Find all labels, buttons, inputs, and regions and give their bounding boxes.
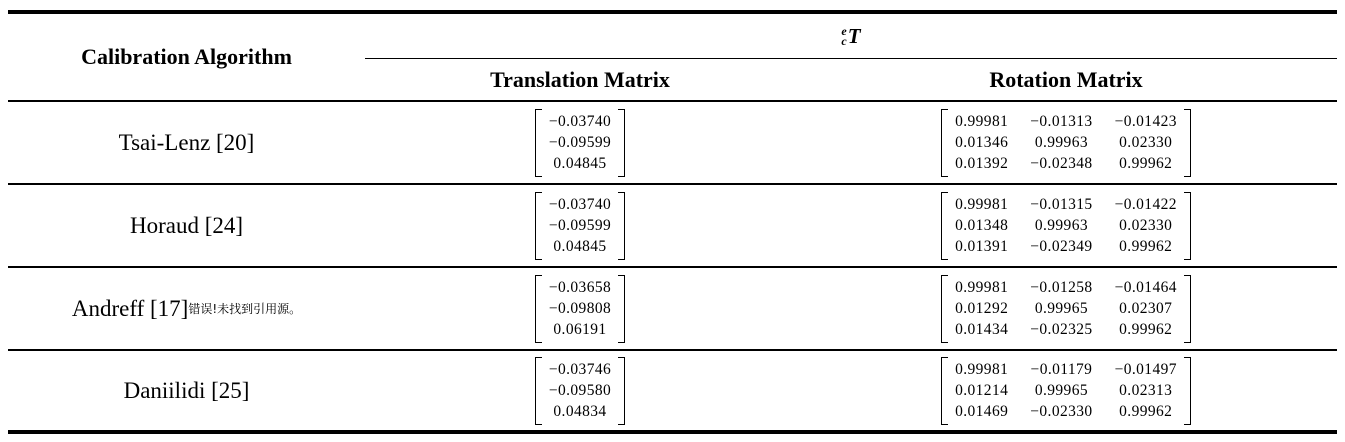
matrix-value: 0.99981 xyxy=(955,278,1009,296)
matrix-value: −0.03740 xyxy=(548,112,612,130)
right-bracket-icon xyxy=(1184,192,1191,260)
rotation-matrix xyxy=(941,192,1191,260)
translation-values xyxy=(542,109,618,177)
left-bracket-icon xyxy=(941,109,948,177)
rotation-values xyxy=(948,275,1184,343)
matrix-value: 0.99962 xyxy=(1119,402,1173,420)
translation-matrix xyxy=(535,109,625,177)
matrix-value: −0.02349 xyxy=(1030,237,1093,255)
left-bracket-icon xyxy=(535,192,542,260)
eT-subscript: c xyxy=(841,34,847,48)
matrix-value: −0.09580 xyxy=(548,381,612,399)
matrix-group-header xyxy=(365,14,1337,100)
algorithm-name-cell xyxy=(8,213,365,239)
matrix-value: −0.03658 xyxy=(548,278,612,296)
matrix-value: 0.02330 xyxy=(1119,216,1173,234)
matrix-value: 0.02313 xyxy=(1119,381,1173,399)
matrix-value: −0.01422 xyxy=(1114,195,1177,213)
matrix-value: 0.01348 xyxy=(955,216,1009,234)
matrix-value: 0.99963 xyxy=(1034,133,1089,151)
right-bracket-icon xyxy=(1184,275,1191,343)
column-header-rotation-matrix: Rotation Matrix xyxy=(989,66,1143,92)
table-body xyxy=(8,100,1337,434)
algorithm-name-cell: Andreff [17] 错误!未找到引用源。 xyxy=(71,295,302,321)
rotation-values xyxy=(948,192,1184,260)
translation-values xyxy=(542,357,618,425)
right-bracket-icon xyxy=(618,275,625,343)
matrix-value: 0.01214 xyxy=(955,381,1009,399)
table-row xyxy=(8,268,1337,351)
table-row xyxy=(8,102,1337,185)
algorithm-name-cell xyxy=(8,378,365,404)
translation-values xyxy=(542,275,618,343)
matrix-value: 0.99981 xyxy=(955,360,1009,378)
matrix-value: −0.03740 xyxy=(548,195,612,213)
right-bracket-icon xyxy=(618,192,625,260)
left-bracket-icon xyxy=(941,192,948,260)
matrix-value: −0.09808 xyxy=(548,299,612,317)
matrix-value: −0.02325 xyxy=(1030,320,1093,338)
matrix-value: −0.02330 xyxy=(1030,402,1093,420)
matrix-value: 0.99963 xyxy=(1034,216,1089,234)
eT-symbol: T xyxy=(847,23,861,48)
rotation-values xyxy=(948,109,1184,177)
matrix-value: −0.01497 xyxy=(1114,360,1177,378)
left-bracket-icon xyxy=(535,275,542,343)
sub-headers xyxy=(365,59,1337,100)
matrix-value: −0.01313 xyxy=(1030,112,1093,130)
table-row xyxy=(8,185,1337,268)
translation-matrix-cell xyxy=(365,275,795,343)
matrix-value: 0.01392 xyxy=(955,154,1009,172)
rotation-matrix xyxy=(941,109,1191,177)
matrix-value: 0.99981 xyxy=(955,195,1009,213)
matrix-value: 0.06191 xyxy=(553,320,607,338)
matrix-value: −0.02348 xyxy=(1030,154,1093,172)
matrix-value: 0.02307 xyxy=(1119,299,1173,317)
matrix-value: −0.09599 xyxy=(548,133,612,151)
rotation-matrix-cell xyxy=(795,275,1337,343)
left-bracket-icon xyxy=(941,357,948,425)
matrix-value: −0.01258 xyxy=(1030,278,1093,296)
matrix-value: 0.01292 xyxy=(955,299,1009,317)
translation-matrix xyxy=(535,192,625,260)
left-bracket-icon xyxy=(535,357,542,425)
rotation-matrix-cell xyxy=(795,357,1337,425)
translation-matrix xyxy=(535,275,625,343)
left-bracket-icon xyxy=(535,109,542,177)
matrix-value: 0.02330 xyxy=(1119,133,1173,151)
translation-values xyxy=(542,192,618,260)
rotation-values xyxy=(948,357,1184,425)
matrix-value: −0.01315 xyxy=(1030,195,1093,213)
translation-matrix xyxy=(535,357,625,425)
matrix-value: 0.99962 xyxy=(1119,237,1173,255)
column-header-calibration-algorithm: Calibration Algorithm xyxy=(81,44,292,69)
matrix-value: 0.99965 xyxy=(1034,381,1089,399)
translation-matrix-cell xyxy=(365,357,795,425)
rotation-matrix xyxy=(941,357,1191,425)
matrix-value: −0.09599 xyxy=(548,216,612,234)
translation-matrix-cell xyxy=(365,192,795,260)
matrix-value: −0.01179 xyxy=(1030,360,1093,378)
algorithm-name: Daniilidi [25] xyxy=(123,377,250,403)
matrix-value: 0.99962 xyxy=(1119,154,1173,172)
matrix-value: 0.04845 xyxy=(553,237,607,255)
algorithm-name-cell xyxy=(8,130,365,156)
column-header-translation-matrix: Translation Matrix xyxy=(490,66,670,92)
right-bracket-icon xyxy=(1184,109,1191,177)
table-header xyxy=(8,14,1337,100)
matrix-value: 0.04834 xyxy=(553,402,607,420)
right-bracket-icon xyxy=(618,357,625,425)
translation-matrix-cell xyxy=(365,109,795,177)
table-row xyxy=(8,351,1337,434)
matrix-value: 0.99981 xyxy=(955,112,1009,130)
algorithm-name: Tsai-Lenz [20] xyxy=(118,129,255,155)
eT-prescripts xyxy=(841,26,846,46)
right-bracket-icon xyxy=(1184,357,1191,425)
matrix-value: 0.01469 xyxy=(955,402,1009,420)
matrix-value: 0.99965 xyxy=(1034,299,1089,317)
matrix-value: 0.99962 xyxy=(1119,320,1173,338)
matrix-value: −0.03746 xyxy=(548,360,612,378)
matrix-value: 0.01434 xyxy=(955,320,1009,338)
eT-superscript: e xyxy=(841,24,847,38)
rotation-matrix-cell xyxy=(795,192,1337,260)
rotation-matrix xyxy=(941,275,1191,343)
matrix-value: 0.04845 xyxy=(553,154,607,172)
matrix-value: −0.01423 xyxy=(1114,112,1177,130)
matrix-value: −0.01464 xyxy=(1114,278,1177,296)
left-bracket-icon xyxy=(941,275,948,343)
algorithm-name: Andreff [17] xyxy=(71,295,189,321)
rotation-matrix-cell xyxy=(795,109,1337,177)
matrix-value: 0.01346 xyxy=(955,133,1009,151)
algorithm-name: Horaud [24] xyxy=(129,212,244,238)
group-header-eT xyxy=(365,14,1337,59)
right-bracket-icon xyxy=(618,109,625,177)
matrix-value: 0.01391 xyxy=(955,237,1009,255)
